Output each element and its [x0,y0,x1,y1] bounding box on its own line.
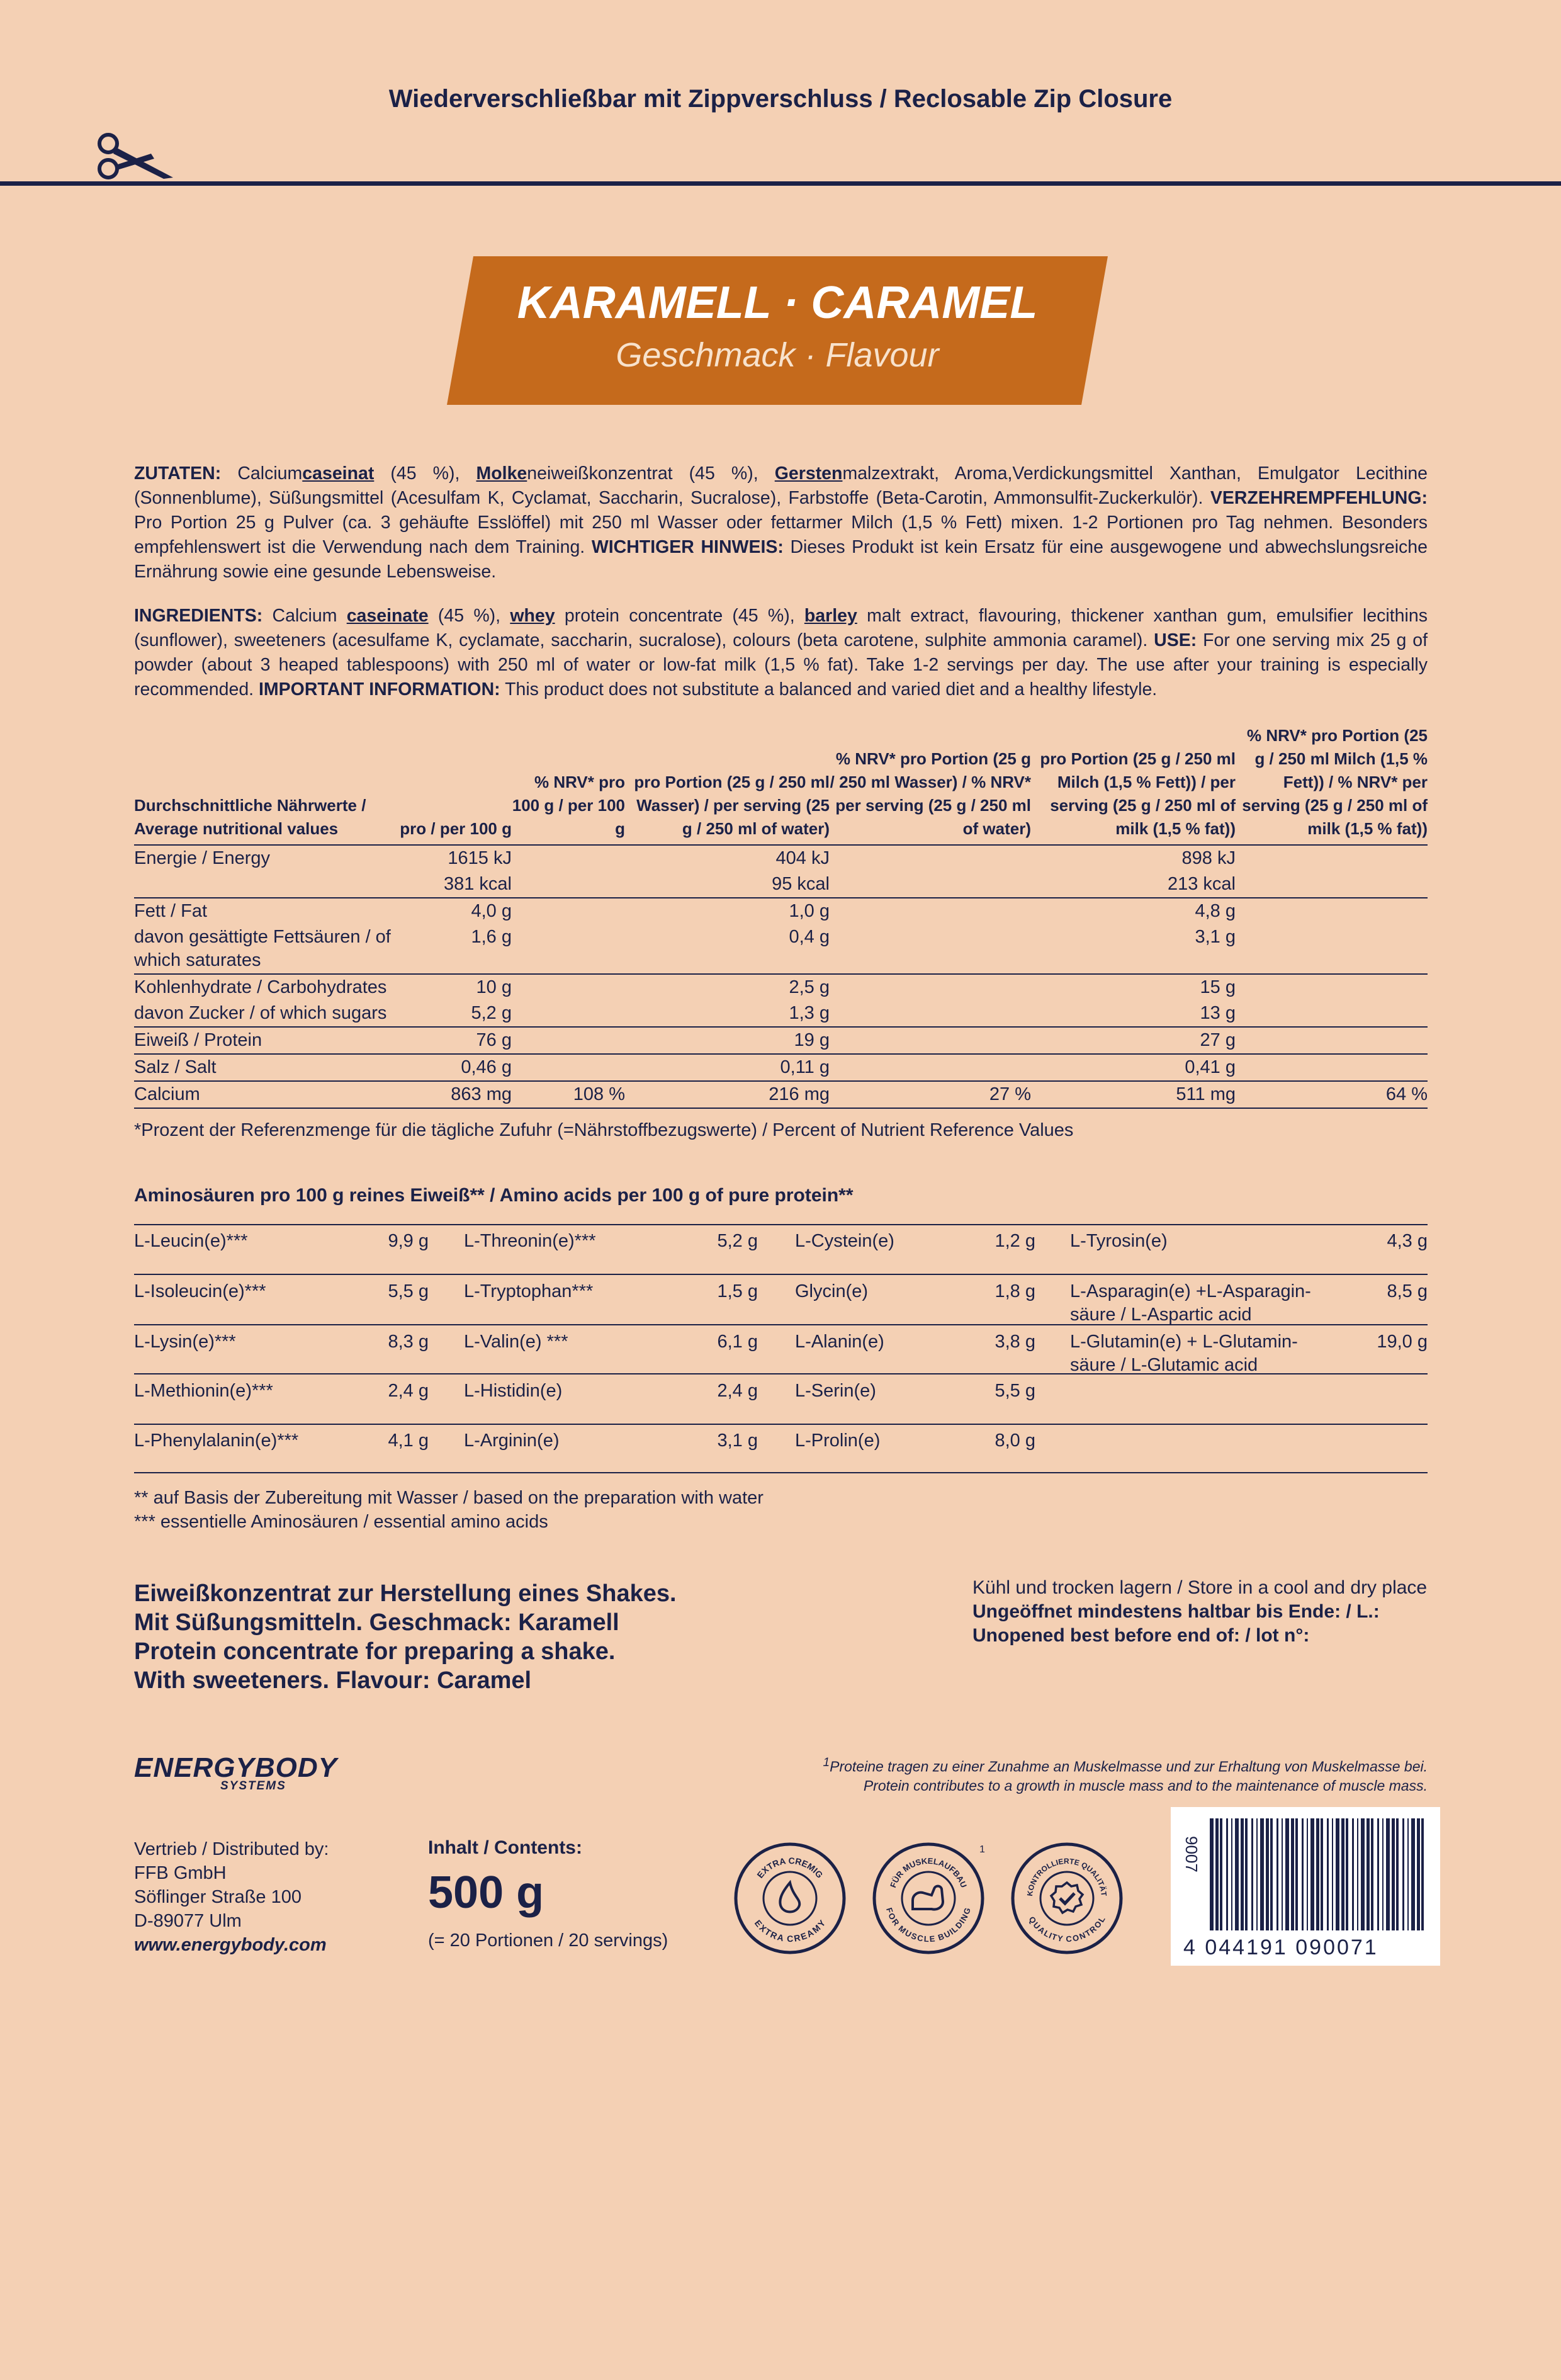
barcode-box [1171,1807,1440,1966]
storage-info [972,1576,1427,1648]
nutrition-cell: 4,8 g [1195,901,1236,921]
nutrition-cell [512,898,625,924]
amino-value: 5,5 g [995,1381,1035,1401]
amino-name: L-Methionin(e)*** [134,1381,273,1401]
table-row [134,845,1428,871]
nutrition-cell [134,871,398,898]
barcode-bar [1220,1818,1222,1930]
nutrition-cell [1236,1054,1428,1081]
brand-logo-sub: SYSTEMS [220,1779,286,1793]
distributor-line: FFB GmbH [134,1863,227,1883]
nutrition-cell: 2,5 g [789,977,830,997]
check-seal-icon [1051,1883,1083,1913]
svg-text:EXTRA CREAMY [753,1918,828,1944]
barcode-bar [1332,1818,1333,1930]
amino-value: 1,2 g [995,1231,1035,1251]
amino-value: 4,1 g [388,1431,429,1451]
nutrition-cell: 76 g [398,1027,512,1054]
nutrition-cell: 3,1 g [1031,924,1236,974]
badge-text-top: EXTRA CREMIG [755,1855,825,1880]
amino-value: 19,0 g [1377,1332,1428,1352]
svg-text:EXTRA CREMIG [755,1856,825,1880]
nutrition-header: % NRV* pro 100 g / per 100 g [512,724,625,845]
amino-name: L-Tyrosin(e) [1070,1231,1168,1251]
nutrition-cell [830,1054,1031,1081]
barcode-bar [1245,1818,1248,1930]
barcode-bar [1295,1818,1298,1930]
table-row [134,898,1428,924]
claim-line-de: Proteine tragen zu einer Zunahme an Muskelmasse und zur Erhaltung von Muskelmasse bei. [830,1758,1428,1775]
distributor-line: Söflinger Straße 100 [134,1887,301,1907]
claim-superscript: 1 [823,1756,830,1769]
barcode-bar [1407,1818,1409,1930]
nutrition-header: pro / per 100 g [398,724,512,845]
barcode-bar [1346,1818,1348,1930]
nutrition-cell: 0,41 g [1031,1054,1236,1081]
nutrition-cell [1236,898,1428,924]
nutrition-cell: 404 kJ [775,848,830,868]
nutrition-header: Durchschnittliche Nährwerte / Average nutritional values [134,724,398,845]
nutrition-cell [1236,871,1428,898]
badge-text-top: FÜR MUSKELAUFBAU [888,1856,969,1890]
barcode-bar [1421,1818,1424,1930]
barcode [1171,1807,1440,1966]
amino-name: L-Asparagin(e) +L-Asparagin-säure / L-Aspartic acid [1070,1281,1311,1325]
amino-name: L-Glutamin(e) + L-Glutamin-säure / L-Glutamic acid [1070,1332,1298,1375]
amino-value: 9,9 g [388,1231,429,1251]
badge-text-bottom: FOR MUSCLE BUILDING [884,1907,972,1944]
amino-value: 2,4 g [717,1381,758,1401]
contents-label: Inhalt / Contents: [428,1837,582,1858]
flavour-subtitle: Geschmack · Flavour [616,336,939,374]
barcode-bar [1210,1818,1214,1930]
table-row [134,1081,1428,1108]
amino-name: L-Phenylalanin(e)*** [134,1431,299,1451]
product-line: Eiweißkonzentrat zur Herstellung eines Shakes. [134,1580,677,1607]
health-claim [692,1754,1428,1795]
nutrition-cell: Energie / Energy [134,848,271,868]
servings-count: (= 20 Portionen / 20 servings) [428,1930,668,1951]
nutrition-cell: 863 mg [398,1081,512,1108]
barcode-bar [1316,1818,1319,1930]
nutrition-cell [1236,974,1428,1000]
amino-name: L-Alanin(e) [795,1332,884,1352]
barcode-bar [1302,1818,1304,1930]
barcode-digits: 4 044191 090071 [1183,1935,1378,1959]
nutrition-cell [1236,1000,1428,1027]
distributor-line: Vertrieb / Distributed by: [134,1839,329,1859]
barcode-bar [1357,1818,1358,1930]
nutrition-cell: 27 g [1031,1027,1236,1054]
amino-value: 1,8 g [995,1281,1035,1301]
nutrition-cell: 13 g [1031,1000,1236,1027]
nutrition-cell: 0,11 g [625,1054,830,1081]
amino-value: 5,2 g [717,1231,758,1251]
barcode-bar [1270,1818,1273,1930]
barcode-side-number: 9007 [1182,1836,1201,1873]
nutrition-cell: davon Zucker / of which sugars [134,1000,398,1027]
amino-name: L-Threonin(e)*** [464,1231,596,1251]
table-row [134,1054,1428,1081]
badge-text-top: KONTROLLIERTE QUALITÄT [1025,1856,1108,1897]
amino-value: 6,1 g [717,1332,758,1352]
amino-name: L-Lysin(e)*** [134,1332,236,1352]
barcode-bar [1396,1818,1399,1930]
amino-value: 2,4 g [388,1381,429,1401]
nutrition-cell [512,1027,625,1054]
amino-divider [134,1424,1428,1425]
amino-value: 4,3 g [1387,1231,1428,1251]
barcode-bar [1402,1818,1404,1930]
drop-icon [780,1883,799,1912]
barcode-bar [1215,1818,1219,1930]
badge-text-bottom: EXTRA CREAMY [752,1918,828,1944]
amino-value: 3,1 g [717,1431,758,1451]
barcode-bar [1310,1818,1314,1930]
nutrition-cell: 1615 kJ [448,848,512,868]
amino-name: L-Tryptophan*** [464,1281,594,1301]
nutrition-cell: Eiweiß / Protein [134,1027,398,1054]
barcode-bar [1417,1818,1420,1930]
storage-line: Kühl und trocken lagern / Store in a cool and dry place [972,1577,1428,1598]
amino-name: L-Serin(e) [795,1381,876,1401]
nutrition-cell [830,974,1031,1000]
barcode-bar [1371,1818,1373,1930]
table-row [134,974,1428,1000]
nutrition-cell [512,845,625,871]
barcode-bar [1352,1818,1354,1930]
website-link[interactable]: www.energybody.com [134,1935,327,1955]
amino-name: L-Cystein(e) [795,1231,894,1251]
nutrition-header: pro Portion (25 g / 250 ml Milch (1,5 % Fett)) / per serving (25 g / 250 ml of milk (1,5 % fat)) [1031,724,1236,845]
flavour-title: KARAMELL · CARAMEL [517,278,1038,328]
nutrition-cell [512,1054,625,1081]
amino-note-essential: *** essentielle Aminosäuren / essential amino acids [134,1512,548,1532]
distributor-line: D-89077 Ulm [134,1911,242,1931]
barcode-bar [1392,1818,1395,1930]
barcode-bar [1341,1818,1344,1930]
nrv-footnote: *Prozent der Referenzmenge für die tägliche Zufuhr (=Nährstoffbezugswerte) / Percent of Nutrient Reference Values [134,1120,1074,1140]
amino-name: L-Valin(e) *** [464,1332,568,1352]
barcode-bar [1327,1818,1329,1930]
nutrition-cell [512,871,625,898]
nutrition-cell: 4,0 g [471,901,512,921]
amino-title: Aminosäuren pro 100 g reines Eiweiß** / Amino acids per 100 g of pure protein** [134,1185,854,1206]
nutrition-cell: 19 g [625,1027,830,1054]
barcode-bar [1282,1818,1283,1930]
nutrition-cell: 1,3 g [625,1000,830,1027]
barcode-bar [1266,1818,1269,1930]
extra-creamy-badge [730,1839,850,1958]
nutrition-cell [830,1000,1031,1027]
nutrition-header: pro Portion (25 g / 250 ml Wasser) / per serving (25 g / 250 ml of water) [625,724,830,845]
nutrition-cell: 108 % [512,1081,625,1108]
table-row [134,1000,1428,1027]
brand-logo: ENERGYBODY [134,1752,337,1783]
nutrition-cell: 0,46 g [398,1054,512,1081]
amino-name: L-Arginin(e) [464,1431,560,1451]
svg-text:QUALITY CONTROL [1027,1915,1107,1944]
nutrition-cell [1236,845,1428,871]
amino-value: 8,5 g [1387,1281,1428,1301]
barcode-bar [1386,1818,1390,1930]
amino-note-water: ** auf Basis der Zubereitung mit Wasser / based on the preparation with water [134,1488,764,1508]
nutrition-cell [830,1027,1031,1054]
net-weight: 500 g [428,1867,544,1918]
nutrition-cell: 213 kcal [1031,871,1236,898]
nutrition-cell [830,871,1031,898]
nutrition-cell [830,845,1031,871]
nutrition-cell: 511 mg [1031,1081,1236,1108]
cut-line [0,181,1561,186]
amino-value: 8,0 g [995,1431,1035,1451]
nutrition-cell: 27 % [830,1081,1031,1108]
nutrition-cell: 10 g [476,977,512,997]
table-row [134,1027,1428,1054]
product-description [134,1579,677,1695]
nutrition-cell: Salz / Salt [134,1054,398,1081]
amino-value: 1,5 g [717,1281,758,1301]
product-line: Mit Süßungsmitteln. Geschmack: Karamell [134,1609,619,1636]
amino-divider [134,1274,1428,1275]
barcode-bar [1285,1818,1289,1930]
muscle-building-badge [869,1839,988,1958]
badge-text-bottom: QUALITY CONTROL [1027,1915,1107,1944]
best-before-label-en: Unopened best before end of: / lot n°: [972,1625,1310,1646]
nutrition-cell: 0,4 g [625,924,830,974]
nutrition-cell: Calcium [134,1081,398,1108]
nutrition-cell: 64 % [1236,1081,1428,1108]
amino-divider [134,1472,1428,1473]
barcode-bar [1336,1818,1339,1930]
barcode-bar [1411,1818,1415,1930]
amino-name: L-Prolin(e) [795,1431,881,1451]
nutrition-cell [830,924,1031,974]
nutrition-cell: davon gesättigte Fettsäuren / of which saturates [134,924,398,974]
nutrition-cell: 95 kcal [625,871,830,898]
amino-divider [134,1224,1428,1225]
barcode-bar [1260,1818,1264,1930]
barcode-bar [1321,1818,1323,1930]
nutrition-header: % NRV* pro Portion (25 g / 250 ml Milch (1,5 % Fett)) / % NRV* per serving (25 g / 250 ml of milk (1,5 % fat)) [1236,724,1428,845]
english-ingredients: INGREDIENTS: Calcium caseinate (45 %), whey protein concentrate (45 %), barley malt extract, flavouring, thickener xanthan gum, emulsifier lecithins (sunflower), sweeteners (acesulfame K, cyclamate, saccharin, sucralose), colours (beta carotene, sulphite ammonia caramel). USE: For one serving mix 25 g of powder (about 3 heaped tablespoons) with 250 ml of water or low-fat milk (1,5 % fat). Take 1-2 servings per day. The use after your training is especially recommended. IMPORTANT INFORMATION: This product does not substitute a balanced and varied diet and a healthy lifestyle. [134,606,1428,700]
nutrition-table [134,724,1428,1109]
barcode-bar [1307,1818,1308,1930]
nutrition-cell: Fett / Fat [134,901,208,921]
barcode-bar [1361,1818,1365,1930]
distributor-info [134,1837,329,1957]
nutrition-header: % NRV* pro Portion (25 g / 250 ml Wasser) / % NRV* per serving (25 g / 250 ml of water) [830,724,1031,845]
claim-line-en: Protein contributes to a growth in muscle mass and to the maintenance of muscle mass. [863,1777,1428,1794]
barcode-bar [1377,1818,1379,1930]
barcode-bar [1226,1818,1228,1930]
table-row [134,871,1428,898]
german-ingredients: ZUTATEN: Calciumcaseinat (45 %), Molkeneiweißkonzentrat (45 %), Gerstenmalzextrakt, Aroma,Verdickungsmittel Xanthan, Emulgator Lecithine (Sonnenblume), Süßungsmittel (Acesulfam K, Cyclamat, Saccharin, Sucralose), Farbstoffe (Beta-Carotin, Ammonsulfit-Zuckerkulör). VERZEHREMPFEHLUNG: Pro Portion 25 g Pulver (ca. 3 gehäufte Esslöffel) mit 250 ml Wasser oder fettarmer Milch (1,5 % Fett) mixen. 1-2 Portionen pro Tag nehmen. Besonders empfehlenswert ist die Verwendung nach dem Training. WICHTIGER HINWEIS: Dieses Produkt ist kein Ersatz für eine ausgewogene und abwechslungsreiche Ernährung sowie eine gesunde Lebensweise. [134,463,1428,582]
nutrition-cell: 1,0 g [789,901,830,921]
nutrition-cell: 1,6 g [398,924,512,974]
quality-control-badge [1007,1839,1127,1958]
closure-notice: Wiederverschließbar mit Zippverschluss / Reclosable Zip Closure [388,85,1173,113]
barcode-bar [1276,1818,1278,1930]
barcode-bar [1231,1818,1232,1930]
amino-name: L-Isoleucin(e)*** [134,1281,266,1301]
barcode-bar [1256,1818,1258,1930]
amino-name: Glycin(e) [795,1281,869,1301]
nutrition-cell [1236,1027,1428,1054]
barcode-bar [1251,1818,1253,1930]
nutrition-cell [512,974,625,1000]
nutrition-cell: 381 kcal [398,871,512,898]
barcode-bar [1382,1818,1383,1930]
barcode-bar [1241,1818,1244,1930]
nutrition-cell: 5,2 g [398,1000,512,1027]
barcode-bar [1291,1818,1294,1930]
nutrition-header-row [134,724,1428,845]
nutrition-cell [512,924,625,974]
nutrition-cell: Kohlenhydrate / Carbohydrates [134,977,387,997]
product-line: With sweeteners. Flavour: Caramel [134,1667,532,1694]
amino-value: 8,3 g [388,1332,429,1352]
table-row [134,924,1428,974]
barcode-bar [1367,1818,1370,1930]
nutrition-cell: 15 g [1200,977,1236,997]
best-before-label: Ungeöffnet mindestens haltbar bis Ende: / L.: [972,1601,1380,1622]
barcode-bar [1235,1818,1239,1930]
amino-value: 5,5 g [388,1281,429,1301]
amino-name: L-Leucin(e)*** [134,1231,248,1251]
nutrition-cell: 898 kJ [1181,848,1236,868]
badge-superscript: 1 [979,1844,985,1855]
amino-name: L-Histidin(e) [464,1381,563,1401]
flexed-arm-icon [913,1886,943,1910]
nutrition-cell [1236,924,1428,974]
nutrition-cell [830,898,1031,924]
svg-text:KONTROLLIERTE QUALITÄT [1025,1857,1108,1897]
scissors-icon [94,131,176,181]
nutrition-cell [512,1000,625,1027]
product-line: Protein concentrate for preparing a shake. [134,1638,616,1665]
nutrition-cell: 216 mg [625,1081,830,1108]
amino-value: 3,8 g [995,1332,1035,1352]
